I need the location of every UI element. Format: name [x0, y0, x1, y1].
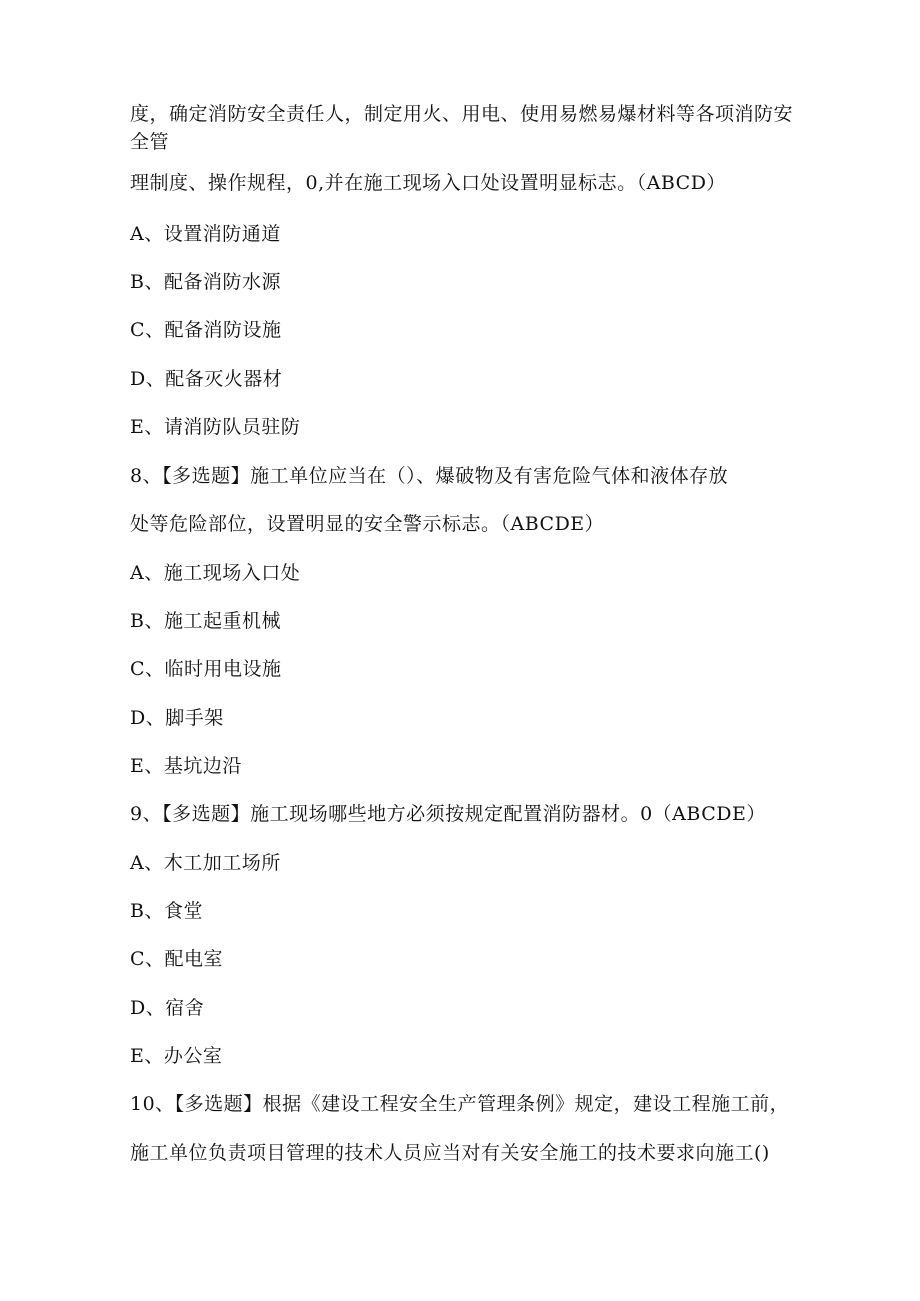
q10-line-1: 10、【多选题】根据《建设工程安全生产管理条例》规定，建设工程施工前， [130, 1093, 790, 1115]
q8-option-d: D、脚手架 [130, 707, 224, 729]
q9-option-d: D、宿舍 [130, 997, 205, 1019]
intro-line-2: 理制度、操作规程，0,并在施工现场入口处设置明显标志。（ABCD） [130, 172, 726, 194]
q8-line-1: 8、【多选题】施工单位应当在（）、爆破物及有害危险气体和液体存放 [130, 465, 729, 487]
q9-option-b: B、食堂 [130, 900, 203, 922]
q9-option-c: C、配电室 [130, 948, 224, 970]
q7-option-a: A、设置消防通道 [130, 223, 281, 245]
q10-line-2: 施工单位负责项目管理的技术人员应当对有关安全施工的技术要求向施工() [130, 1142, 770, 1164]
q8-option-e: E、基坑边沿 [130, 755, 242, 777]
q7-option-b: B、配备消防水源 [130, 271, 281, 293]
q7-option-e: E、请消防队员驻防 [130, 416, 301, 438]
q8-option-c: C、临时用电设施 [130, 658, 282, 680]
q8-line-2: 处等危险部位，设置明显的安全警示标志。（ABCDE） [130, 513, 605, 535]
q9-option-a: A、木工加工场所 [130, 852, 281, 874]
intro-line-1: 度，确定消防安全责任人，制定用火、用电、使用易燃易爆材料等各项消防安全管 [130, 103, 794, 153]
q7-option-d: D、配备灭火器材 [130, 368, 283, 390]
q8-option-a: A、施工现场入口处 [130, 562, 301, 584]
q7-option-c: C、配备消防设施 [130, 319, 282, 341]
q9-option-e: E、办公室 [130, 1045, 223, 1067]
q8-option-b: B、施工起重机械 [130, 610, 281, 632]
q9-line-1: 9、【多选题】施工现场哪些地方必须按规定配置消防器材。0（ABCDE） [130, 803, 766, 825]
